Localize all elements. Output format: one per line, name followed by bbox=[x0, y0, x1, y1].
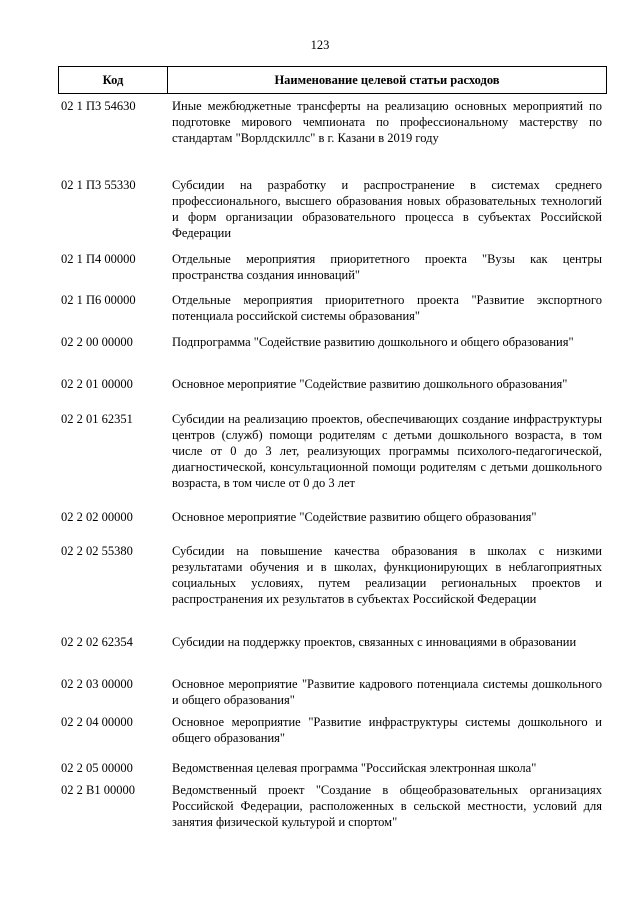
row-code: 02 1 П3 55330 bbox=[61, 178, 136, 192]
row-name: Ведомственный проект "Создание в общеобразовательных организациях Российской Федерации, расположенных в сельской местности, условий для занятия физической культурой и спортом" bbox=[172, 783, 602, 829]
row-name: Подпрограмма "Содействие развитию дошкольного и общего образования" bbox=[172, 335, 574, 349]
row-name: Основное мероприятие "Содействие развитию дошкольного образования" bbox=[172, 377, 568, 391]
page-number: 123 bbox=[310, 38, 330, 52]
row-code: 02 2 02 55380 bbox=[61, 544, 133, 558]
row-name: Отдельные мероприятия приоритетного проекта "Вузы как центры пространства создания инноваций" bbox=[172, 252, 602, 282]
row-code: 02 2 05 00000 bbox=[61, 761, 133, 775]
row-code: 02 2 01 62351 bbox=[61, 412, 133, 426]
table-header bbox=[58, 66, 607, 94]
row-name: Основное мероприятие "Развитие инфраструктуры системы дошкольного и общего образования" bbox=[172, 715, 602, 745]
row-code: 02 2 04 00000 bbox=[61, 715, 133, 729]
row-code: 02 2 03 00000 bbox=[61, 677, 133, 691]
row-name: Иные межбюджетные трансферты на реализацию основных мероприятий по подготовке мирового чемпионата по профессиональному мастерству по стандартам "Ворлдскиллс" в г. Казани в 2019 году bbox=[172, 99, 602, 145]
row-name: Субсидии на разработку и распространение в системах среднего профессионального, высшего образования новых образовательных технологий и форм организации образовательного процесса в субъектах Российской Федерации bbox=[172, 178, 602, 240]
row-name: Основное мероприятие "Развитие кадрового потенциала системы дошкольного и общего образования" bbox=[172, 677, 602, 707]
row-name: Субсидии на повышение качества образования в школах с низкими результатами обучения и в школах, функционирующих в неблагоприятных социальных условиях, путем реализации региональных проектов и распространения их результатов в субъектах Российской Федерации bbox=[172, 544, 602, 606]
row-code: 02 2 В1 00000 bbox=[61, 783, 135, 797]
row-code: 02 1 П4 00000 bbox=[61, 252, 136, 266]
row-code: 02 2 02 00000 bbox=[61, 510, 133, 524]
row-code: 02 2 02 62354 bbox=[61, 635, 133, 649]
column-header-name: Наименование целевой статьи расходов bbox=[274, 72, 500, 87]
row-code: 02 1 П6 00000 bbox=[61, 293, 136, 307]
row-name: Отдельные мероприятия приоритетного проекта "Развитие экспортного потенциала российской системы образования" bbox=[172, 293, 602, 323]
row-name: Субсидии на реализацию проектов, обеспечивающих создание инфраструктуры центров (служб) помощи родителям с детьми дошкольного возраста, в том числе от 0 до 3 лет, реализующих программы психолого-педагогической, диагностической, консультационной помощи родителям с детьми дошкольного возраста, в том числе от 0 до 3 лет bbox=[172, 412, 602, 490]
row-name: Основное мероприятие "Содействие развитию общего образования" bbox=[172, 510, 537, 524]
row-code: 02 1 П3 54630 bbox=[61, 99, 136, 113]
row-name: Ведомственная целевая программа "Российская электронная школа" bbox=[172, 761, 537, 775]
column-header-code: Код bbox=[59, 67, 168, 93]
row-code: 02 2 00 00000 bbox=[61, 335, 133, 349]
row-code: 02 2 01 00000 bbox=[61, 377, 133, 391]
row-name: Субсидии на поддержку проектов, связанных с инновациями в образовании bbox=[172, 635, 577, 649]
